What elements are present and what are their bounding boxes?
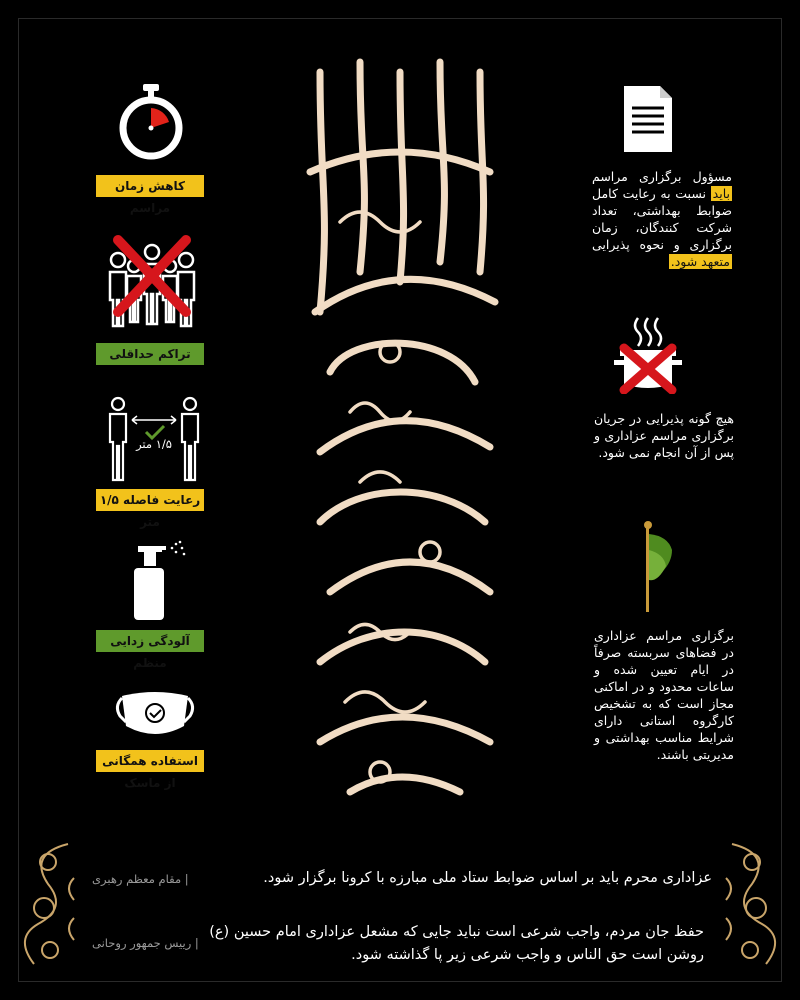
no-food-pot-icon bbox=[612, 314, 684, 394]
quote-source-leader: | مقام معظم رهبری bbox=[92, 872, 189, 886]
badge-disinfect: آلودگی زدایی منظم bbox=[96, 630, 204, 652]
quote-source-president: | رییس جمهور روحانی bbox=[92, 936, 199, 950]
badge-reduce-time: کاهش زمان مراسم bbox=[96, 175, 204, 197]
rule-responsible-before: مسؤول برگزاری مراسم bbox=[592, 169, 732, 184]
rule-no-food-text: هیچ گونه پذیرایی در جریان برگزاری مراسم عزاداری و پس از آن انجام نمی شود. bbox=[594, 411, 734, 460]
sanitizer-spray-icon bbox=[126, 540, 190, 622]
badge-mask: استفاده همگانی از ماسک bbox=[96, 750, 204, 772]
calligraphy-panel bbox=[290, 52, 512, 812]
green-flag-icon bbox=[628, 520, 678, 612]
right-ornament-icon bbox=[720, 838, 782, 978]
quote-president-line-1: حفظ جان مردم، واجب شرعی است نباید جایی که مشعل عزاداری امام حسین (ع) bbox=[209, 924, 704, 940]
rule-highlight-must: باید bbox=[712, 186, 730, 201]
rule-highlight-commit: متعهد شود. bbox=[670, 254, 730, 269]
rule-gathering-text: برگزاری مراسم عزاداری در فضاهای سربسته صرفاً در ایام تعیین شده و ساعات محدود و در اماکنی مجاز است که به تشخیص کارگروه استانی دارای شرایط مناسب بهداشتی و مدیریتی باشند. bbox=[594, 628, 734, 762]
badge-distance: رعایت فاصله ۱/۵ متر bbox=[96, 489, 204, 511]
quotes-section bbox=[0, 830, 800, 1000]
quote-president-line-2: روشن است حق الناس و واجب شرعی زیر پا گذاشته شود. bbox=[351, 947, 704, 963]
left-ornament-icon bbox=[18, 838, 80, 978]
document-icon bbox=[620, 84, 676, 154]
rule-responsible-text bbox=[592, 168, 732, 270]
stopwatch-icon bbox=[118, 82, 184, 162]
calligraphy-art bbox=[290, 52, 512, 812]
badge-min-crowd: تراکم حداقلی bbox=[96, 343, 204, 365]
quote-leader-line: عزاداری محرم باید بر اساس ضوابط ستاد ملی مبارزه با کرونا برگزار شود. bbox=[263, 870, 712, 886]
rule-responsible-middle: نسبت به رعایت کامل ضوابط بهداشتی، تعداد شرکت کنندگان، زمان برگزاری و نحوه پذیرایی bbox=[592, 186, 732, 252]
crowd-crossed-icon bbox=[104, 232, 200, 332]
distance-label: ۱/۵ متر bbox=[136, 437, 172, 451]
mask-icon bbox=[112, 686, 198, 742]
